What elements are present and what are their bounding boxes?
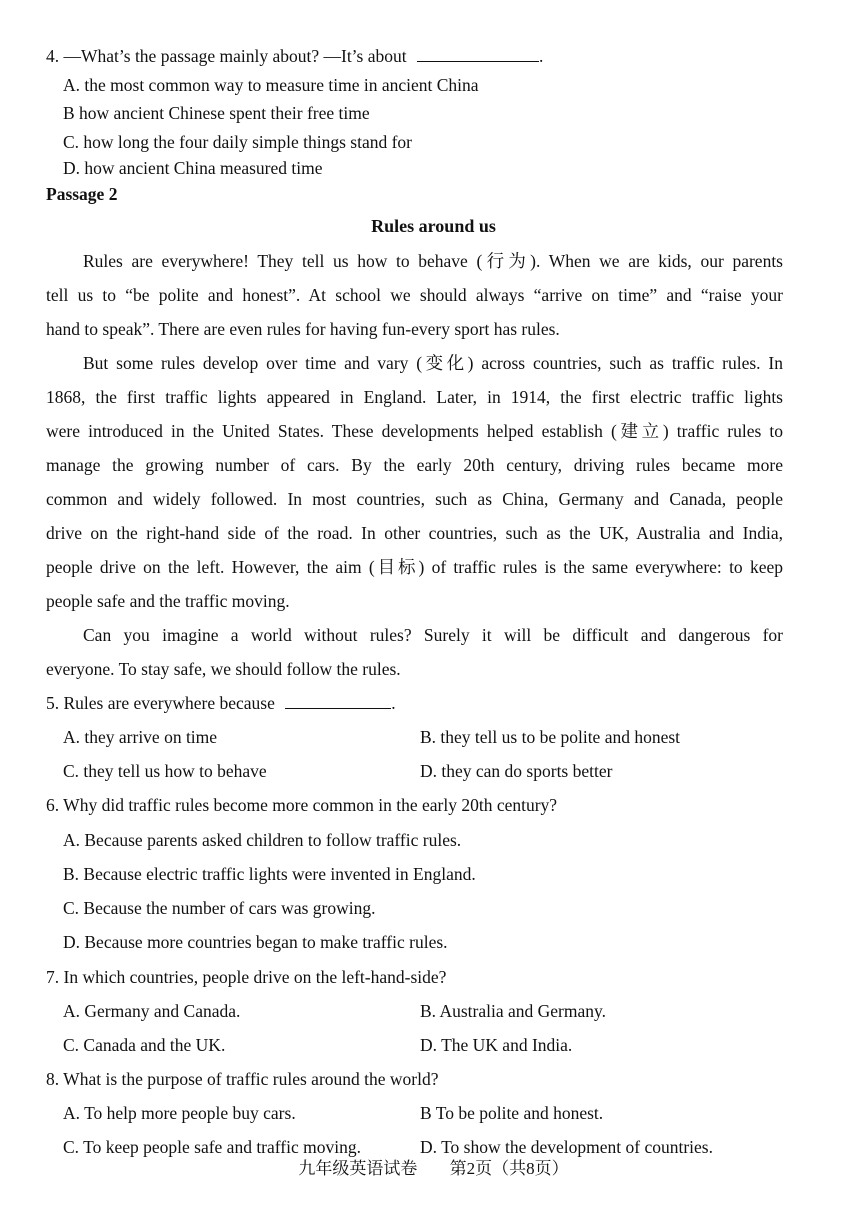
q8-option-d: D. To show the development of countries. [420,1137,713,1157]
q5-option-d: D. they can do sports better [420,761,613,781]
q4-option-a: A. the most common way to measure time in ancient China [63,75,479,95]
q5-option-a: A. they arrive on time [63,727,218,747]
q8-option-c: C. To keep people safe and traffic moving. [63,1137,361,1157]
exam-name: 九年级英语试卷 [298,1159,418,1178]
q7-option-b: B. Australia and Germany. [420,1001,606,1021]
page-info: 第2页（共8页） [449,1159,569,1178]
q4-answer-blank[interactable] [417,47,539,62]
q4-option-d: D. how ancient China measured time [63,158,323,178]
paragraph-1-line-1: Rules are everywhere! They tell us how to behave (行为). When we are kids, our parents [83,251,783,271]
passage-label: Passage 2 [46,184,118,204]
q7-stem: 7. In which countries, people drive on the left-hand-side? [46,967,447,987]
paragraph-3-line-2: everyone. To stay safe, we should follow the rules. [46,659,401,679]
paragraph-2-line-3: were introduced in the United States. These developments helped establish (建立) traffic rules to [46,421,783,441]
passage-title: Rules around us [371,216,496,236]
paragraph-2-line-8: people safe and the traffic moving. [46,591,290,611]
q5-stem-end: . [391,693,396,713]
paragraph-1-line-2: tell us to “be polite and honest”. At school we should always “arrive on time” and “raise your [46,285,783,305]
q8-option-b: B To be polite and honest. [420,1103,604,1123]
q8-option-a: A. To help more people buy cars. [63,1103,296,1123]
q5-stem-text: 5. Rules are everywhere because [46,693,275,713]
page-footer [0,1159,867,1179]
q5-stem [46,693,396,713]
q4-stem [46,46,543,66]
q6-stem: 6. Why did traffic rules become more common in the early 20th century? [46,795,558,815]
paragraph-2-line-4: manage the growing number of cars. By the early 20th century, driving rules became more [46,455,783,475]
paragraph-2-line-2: 1868, the first traffic lights appeared in England. Later, in 1914, the first electric traffic lights [46,387,783,407]
q6-option-c: C. Because the number of cars was growing. [63,898,376,918]
q7-option-a: A. Germany and Canada. [63,1001,241,1021]
q4-stem-text: 4. —What’s the passage mainly about? —It’s about [46,46,407,66]
paragraph-2-line-5: common and widely followed. In most countries, such as China, Germany and Canada, people [46,489,783,509]
q4-option-b: B how ancient Chinese spent their free time [63,103,370,123]
paragraph-2-line-7: people drive on the left. However, the aim (目标) of traffic rules is the same everywhere: to keep [46,557,783,577]
q4-stem-end: . [539,46,544,66]
q5-option-c: C. they tell us how to behave [63,761,267,781]
q8-stem: 8. What is the purpose of traffic rules around the world? [46,1069,439,1089]
paragraph-2-line-6: drive on the right-hand side of the road. In other countries, such as the UK, Australia and India, [46,523,783,543]
q7-option-c: C. Canada and the UK. [63,1035,226,1055]
q6-option-a: A. Because parents asked children to follow traffic rules. [63,830,462,850]
paragraph-1-line-3: hand to speak”. There are even rules for having fun-every sport has rules. [46,319,560,339]
q7-option-d: D. The UK and India. [420,1035,573,1055]
paragraph-2-line-1: But some rules develop over time and vary (变化) across countries, such as traffic rules. In [83,353,783,373]
q5-answer-blank[interactable] [285,694,391,709]
paragraph-3-line-1: Can you imagine a world without rules? Surely it will be difficult and dangerous for [83,625,783,645]
q4-option-c: C. how long the four daily simple things stand for [63,132,412,152]
q6-option-b: B. Because electric traffic lights were invented in England. [63,864,476,884]
q6-option-d: D. Because more countries began to make traffic rules. [63,932,448,952]
q5-option-b: B. they tell us to be polite and honest [420,727,681,747]
